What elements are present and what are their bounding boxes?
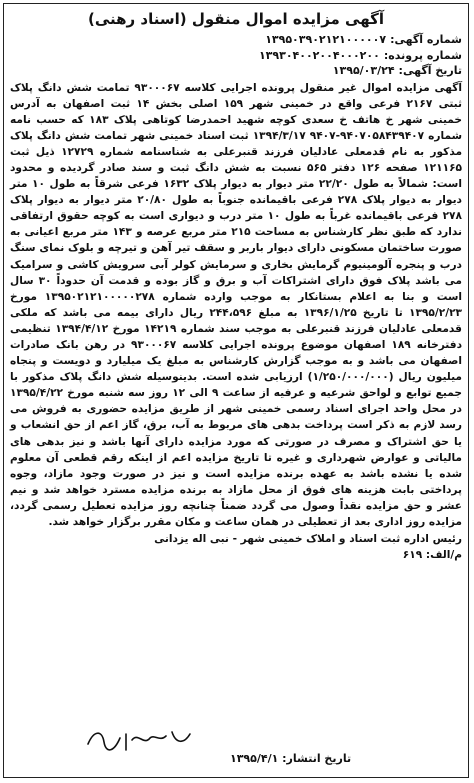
meta-label: تاریخ آگهی: bbox=[398, 64, 462, 77]
meta-label: شماره آگهی: bbox=[390, 33, 462, 46]
meta-label: شماره پرونده: bbox=[383, 48, 462, 62]
notice-meta bbox=[10, 32, 462, 79]
auction-notice bbox=[3, 3, 469, 778]
meta-value: ۱۳۹۵۰۳۹۰۲۱۲۱۰۰۰۰۰۷ bbox=[265, 33, 387, 46]
publish-date: تاریخ انتشار: ۱۳۹۵/۴/۱ bbox=[230, 752, 352, 765]
meta-row-notice-number bbox=[10, 32, 462, 48]
meta-row-case-number bbox=[10, 48, 462, 64]
meta-row-notice-date bbox=[10, 63, 462, 79]
notice-title: آگهی مزایده اموال منقول (اسناد رهنی) bbox=[88, 10, 384, 28]
meta-value: ۱۳۹۳۰۴۰۰۲۰۰۴۰۰۰۲۰۰ bbox=[258, 48, 380, 62]
handwritten-signature bbox=[80, 724, 200, 756]
meta-value: ۱۳۹۵/۰۳/۲۴ bbox=[332, 64, 395, 77]
notice-body bbox=[10, 80, 462, 531]
reference-number: م/الف: ۶۱۹ bbox=[402, 549, 462, 562]
notice-body-paragraph: آگهی مزایده اموال غیر منقول پرونده اجرایی کلاسه ۹۳۰۰۰۶۷ تمامت شش دانگ پلاک ثبتی ۲۱۶۷ فرعی واقع در خمینی شهر ۱۵۹ اصلی بخش ۱۴ ثبت اصفهان به آدرس خمینی شهر خ هاتف خ سعدی کوچه شهید احمدرضا کوتاهی پلاک ۱۸۳ که حسب نامه شماره ۹۴۰۷۰۵۸۴۳۹۴۰۷-۹۴۰۷ ۱۳۹۴/۳/۱۷ ثبت اسناد خمینی شهر تمامت شش دانگ پلاک مذکور به نام قدمعلی عادلیان فرزند قنبرعلی به شناسنامه شماره ۱۲۷۲۹ ذیل ثبت ۱۲۱۱۶۵ صفحه ۱۲۶ دفتر ۵۶۵ نسبت به شش دانگ ثبت و سند صادر گردیده و محدود است: شمالاً به طول ۲۲/۲۰ متر دیوار به دیوار پلاک ۱۶۳۲ فرعی شرقاً به طول ۱۰ متر دیوار به دیوار پلاک ۲۷۸ فرعی باقیمانده جنوباً به طول ۲۰/۸۰ متر دیوار به دیوار پلاک ۲۷۸ فرعی باقیمانده غرباً به طول ۱۰ متر درب و دیواری است به کوچه حقوق ارتفاقی ندارد که طبق نظر کارشناس به مساحت ۲۱۵ متر مربع عرصه و ۱۴۳ متر مربع اعیانی به صورت ساختمان مسکونی دارای دیوار باربر و سقف تیر آهن و تیرچه و بلوک نمای سنگ درب و پنجره آلومینیوم گرمایش بخاری و سرمایش کولر آبی سرویش کاشی و سرامیک می باشد پلاک فوق دارای اشتراکات آب و برق و گاز بوده و قدمت آن حدوداً ۳۰ سال است و بنا به اعلام بستانکار به موجب وارده شماره ۱۳۹۵۰۲۱۲۱۰۰۰۰۰۲۷۸ مورخ ۱۳۹۵/۲/۲۳ تا تاریخ ۱۳۹۶/۱/۲۵ به مبلغ ۲۴۴،۵۹۶ ریال دارای بیمه می باشد که ملکی قدمعلی عادلیان فرزند قنبرعلی به موجب سند شماره ۱۴۲۱۹ مورخ ۱۳۹۴/۴/۱۲ تنظیمی دفترخانه ۱۸۹ اصفهان موضوع پرونده اجرایی کلاسه ۹۳۰۰۰۶۷ در رهن بانک صادرات اصفهان می باشد و به موجب گزارش کارشناس به مبلغ یک میلیارد و دویست و پنجاه میلیون ریال (۱/۲۵۰/۰۰۰/۰۰۰) ارزیابی شده است. بدینوسیله شش دانگ پلاک مذکور با جمیع توابع و لواحق شرعیه و عرفیه از ساعت ۹ الی ۱۲ روز سه شنبه مورخ ۱۳۹۵/۴/۲۲ در محل واحد اجرای اسناد رسمی خمینی شهر از طریق مزایده حضوری به فروش می رسد لازم به ذکر است پرداخت بدهی های مربوط به آب، برق، گاز اعم از حق انشعاب و یا حق اشتراک و مصرف در صورتی که مورد مزایده دارای آنها باشد و نیز بدهی های مالیاتی و عوارض شهرداری و غیره تا تاریخ مزایده اعم از اینکه رقم قطعی آن معلوم شده یا نشده باشد به عهده برنده مزایده است و نیز در صورت وجود مازاد، وجوه پرداختی بابت هزینه های فوق از محل مازاد به برنده مزایده مسترد خواهد شد و نیم عشر و حق مزایده نقداً وصول می گردد ضمناً چنانچه روز مزایده تعطیل رسمی گردد، مزایده روز اداری بعد از تعطیلی در همان ساعت و مکان مقرر برگزار خواهد شد. bbox=[10, 81, 463, 529]
notice-footer bbox=[10, 531, 462, 563]
signatory-line: رئیس اداره ثبت اسناد و املاک خمینی شهر - نبی اله یزدانی bbox=[154, 533, 462, 546]
